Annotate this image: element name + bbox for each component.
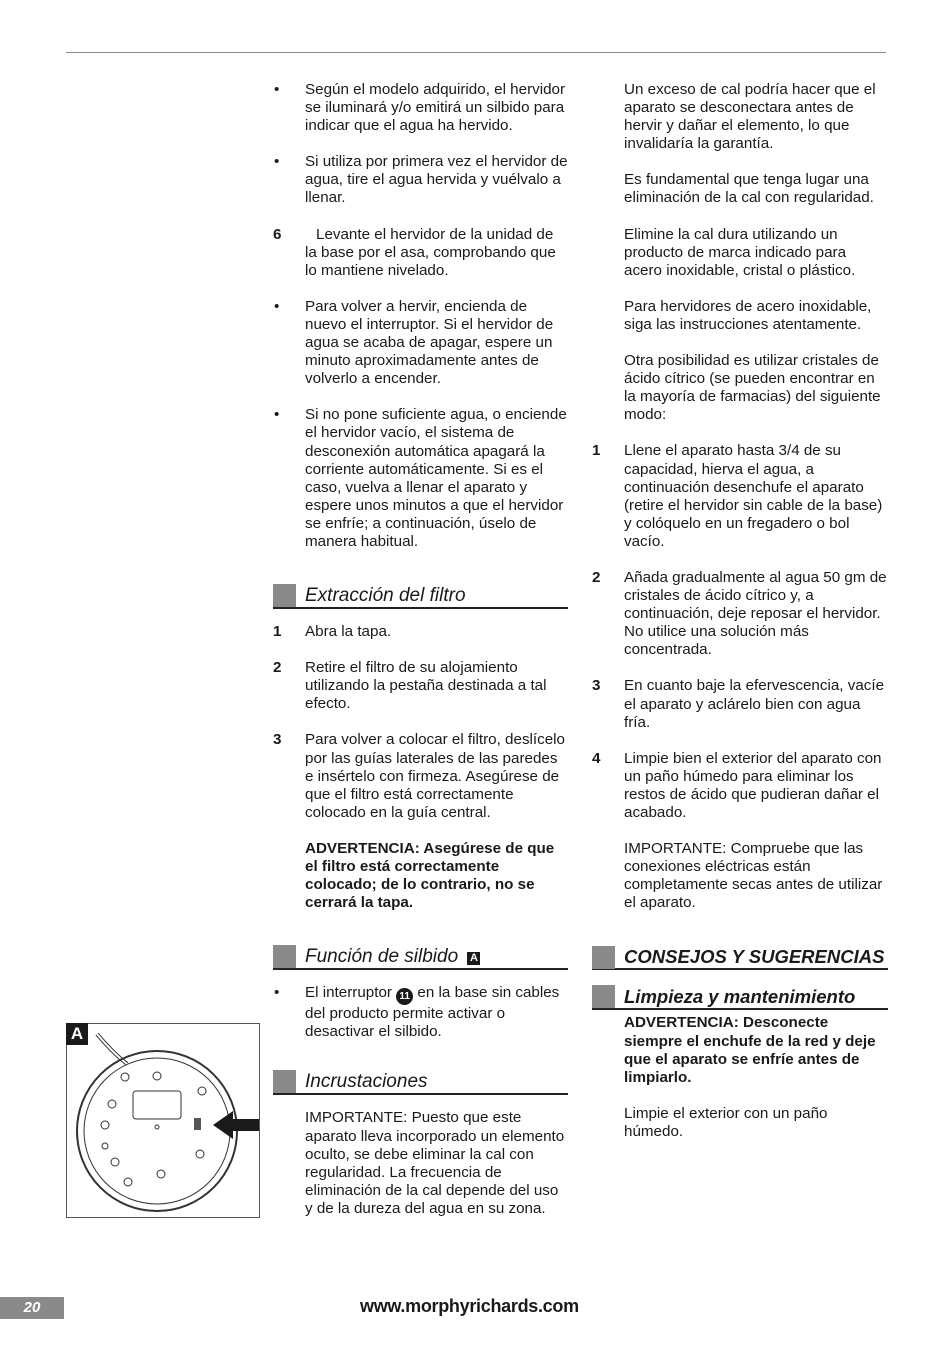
bullet: • (274, 297, 280, 315)
figure-ref-badge: A (467, 952, 480, 965)
item-text: Si utiliza por primera vez el hervidor de agua, tire el agua hervida y vuélvalo a llenar. (305, 153, 568, 207)
step-item (592, 569, 888, 659)
step-number: 3 (592, 677, 601, 695)
step-number: 1 (592, 442, 601, 460)
step-number: 2 (592, 568, 601, 586)
paragraph: Es fundamental que tenga lugar una eliminación de la cal con regularidad. (624, 171, 874, 207)
bullet: • (274, 81, 280, 98)
bullet: • (274, 406, 280, 424)
important-note: IMPORTANTE: Compruebe que las conexiones eléctricas están completamente secas antes de utilizar el aparato. (624, 840, 883, 912)
step-number: 1 (273, 623, 282, 641)
figure-label: A (66, 1023, 88, 1045)
step-item (273, 659, 568, 713)
switch-number-icon: 11 (396, 988, 413, 1005)
page-number: 20 (0, 1297, 64, 1319)
step-item (592, 677, 888, 731)
section-heading-silbido: Función de silbido A (273, 946, 568, 970)
item-text: Retire el filtro de su alojamiento utilizando la pestaña destinada a tal efecto. (305, 659, 547, 713)
kettle-base-figure (66, 1023, 260, 1218)
step-number: 2 (273, 659, 282, 677)
item-text: El interruptor 11 en la base sin cables del producto permite activar o desactivar el silbido. (305, 984, 560, 1041)
list-item (273, 406, 568, 551)
step-number: 3 (273, 731, 282, 749)
step-item (592, 442, 888, 551)
step-number: 6 (273, 225, 282, 243)
section-heading-incrustaciones: Incrustaciones (273, 1071, 568, 1095)
heading-square-icon (592, 985, 615, 1008)
bullet: • (274, 153, 280, 171)
item-text: Para volver a hervir, encienda de nuevo el interruptor. Si el hervidor de agua se acaba de apagar, espere un minuto aproximadamente antes de volverlo a encender. (305, 297, 554, 388)
step-item (273, 731, 568, 821)
section-heading-limpieza: Limpieza y mantenimiento (592, 986, 888, 1010)
list-item (273, 153, 568, 207)
list-item (273, 298, 568, 388)
item-text: En cuanto baje la efervescencia, vacíe el aparato y aclárelo bien con agua fría. (624, 677, 885, 731)
item-text: Si no pone suficiente agua, o enciende el hervidor vacío, el sistema de desconexión automática apagará la corriente automáticamente. Si es el caso, vuelva a llenar el aparato y espere unos minutos a que el hervidor se enfríe; a continuación, úselo de manera habitual. (305, 406, 567, 550)
heading-square-icon (273, 584, 296, 607)
column-left (273, 81, 568, 1236)
section-heading-filtro: Extracción del filtro (273, 585, 568, 609)
top-rule (66, 52, 886, 53)
heading-square-icon (273, 945, 296, 968)
item-text: Llene el aparato hasta 3/4 de su capacidad, hierva el agua, a continuación desenchufe el aparato (retire el hervidor sin cable de la base) y colóquelo en un fregadero o bol vacío. (624, 442, 883, 550)
heading-square-icon (592, 946, 615, 969)
list-item (273, 984, 568, 1041)
item-text: Limpie bien el exterior del aparato con un paño húmedo para eliminar los restos de ácido que pudieran dañar el acabado. (624, 749, 882, 821)
column-right (592, 81, 888, 1159)
footer-url: www.morphyrichards.com (360, 1296, 579, 1316)
heading-square-icon (273, 1070, 296, 1093)
step-item (273, 226, 568, 280)
kettle-base-illustration (67, 1024, 259, 1217)
paragraph: Para hervidores de acero inoxidable, siga las instrucciones atentamente. (624, 297, 872, 333)
item-text: Según el modelo adquirido, el hervidor se iluminará y/o emitirá un silbido para indicar que el agua ha hervido. (305, 81, 566, 135)
section-heading-consejos: CONSEJOS Y SUGERENCIAS (592, 946, 888, 970)
item-text: Para volver a colocar el filtro, deslícelo por las guías laterales de las paredes e insértelo con firmeza. Asegúrese de que el filtro está correctamente colocado en la guía central. (305, 731, 565, 821)
warning-text: ADVERTENCIA: Desconecte siempre el enchufe de la red y deje que el aparato se enfríe antes de limpiarlo. (624, 1014, 876, 1086)
paragraph: Elimine la cal dura utilizando un producto de marca indicado para acero inoxidable, cristal o plástico. (624, 225, 856, 279)
step-number: 4 (592, 749, 601, 767)
bullet: • (274, 984, 280, 1002)
paragraph: Limpie el exterior con un paño húmedo. (624, 1104, 828, 1140)
paragraph: Un exceso de cal podría hacer que el aparato se desconectara antes de hervir y dañar el elemento, lo que invalidaría la garantía. (624, 81, 876, 153)
step-item (273, 623, 568, 641)
step-item (592, 750, 888, 822)
paragraph: Otra posibilidad es utilizar cristales de ácido cítrico (se pueden encontrar en la mayoría de farmacias) del siguiente modo: (624, 352, 881, 424)
item-text: Levante el hervidor de la unidad de la base por el asa, comprobando que lo mantiene nivelado. (305, 225, 556, 279)
item-text: Abra la tapa. (305, 623, 392, 641)
paragraph: IMPORTANTE: Puesto que este aparato lleva incorporado un elemento oculto, se debe eliminar la cal con regularidad. La frecuencia de eliminación de la cal depende del uso y de la dureza del agua en su zona. (305, 1109, 565, 1217)
list-item (273, 81, 568, 135)
item-text: Añada gradualmente al agua 50 gm de cristales de ácido cítrico y, a continuación, deje reposar el hervidor. No utilice una solución más concentrada. (624, 568, 887, 659)
warning-text: ADVERTENCIA: Asegúrese de que el filtro está correctamente colocado; de lo contrario, no se cerrará la tapa. (305, 839, 555, 912)
